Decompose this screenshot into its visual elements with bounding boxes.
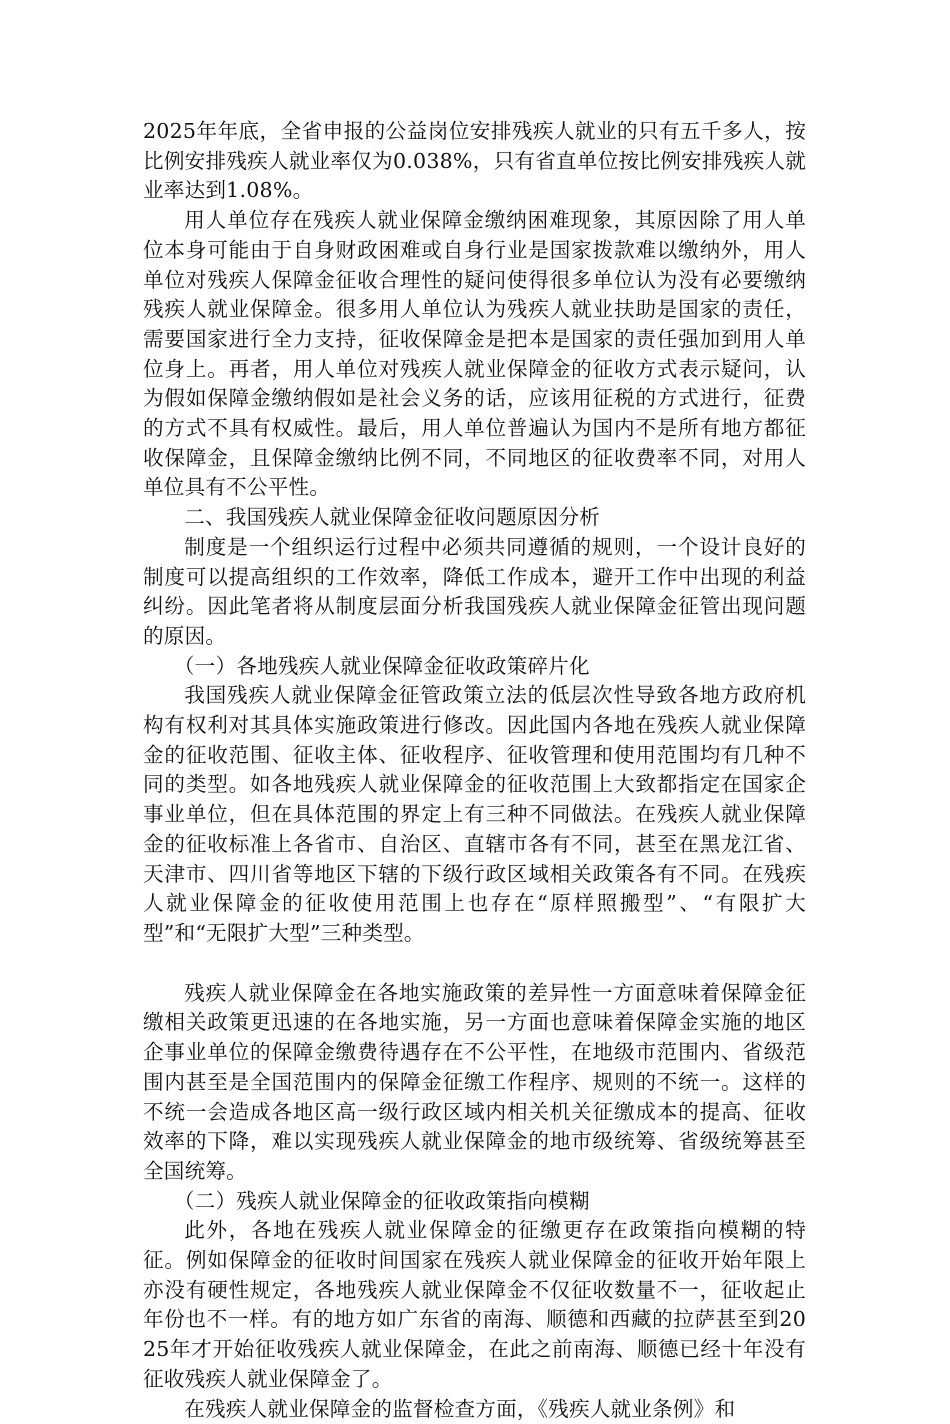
paragraph-payment-difficulty: 用人单位存在残疾人就业保障金缴纳困难现象，其原因除了用人单位本身可能由于自身财政困难或自身行业是国家拨款难以缴纳外，用人单位对残疾人保障金征收合理性的疑问使得很多单位认为没有必要缴纳残疾人就业保障金。很多用人单位认为残疾人就业扶助是国家的责任，需要国家进行全力支持，征收保障金是把本是国家的责任强加到用人单位身上。再者，用人单位对残疾人就业保障金的征收方式表示疑问，认为假如保障金缴纳假如是社会义务的话，应该用征税的方式进行，征费的方式不具有权威性。最后，用人单位普遍认为国内不是所有地方都征收保障金，且保障金缴纳比例不同，不同地区的征收费率不同，对用人单位具有不公平性。 — [143, 208, 806, 500]
paragraph-regional-differences: 残疾人就业保障金在各地实施政策的差异性一方面意味着保障金征缴相关政策更迅速的在各地实施，另一方面也意味着保障金实施的地区企事业单位的保障金缴费待遇存在不公平性，在地级市范围内、省级范围内甚至是全国范围内的保障金征缴工作程序、规则的不统一。这样的不统一会造成各地区高一级行政区域内相关机关征缴成本的提高、征收效率的下降，难以实现残疾人就业保障金的地市级统筹、省级统筹甚至全国统筹。 — [143, 980, 806, 1183]
paragraph-fragmentation: 我国残疾人就业保障金征管政策立法的低层次性导致各地方政府机构有权利对其具体实施政策进行修改。因此国内各地在残疾人就业保障金的征收范围、征收主体、征收程序、征收管理和使用范围均有几种不同的类型。如各地残疾人就业保障金的征收范围上大致都指定在国家企事业单位，但在具体范围的界定上有三种不同做法。在残疾人就业保障金的征收标准上各省市、自治区、直辖市各有不同，甚至在黑龙江省、天津市、四川省等地区下辖的下级行政区域相关政策各有不同。在残疾人就业保障金的征收使用范围上也存在“原样照搬型”、“有限扩大型”和“无限扩大型”三种类型。 — [143, 683, 806, 945]
paragraph-institution-intro: 制度是一个组织运行过程中必须共同遵循的规则，一个设计良好的制度可以提高组织的工作效率，降低工作成本，避开工作中出现的利益纠纷。因此笔者将从制度层面分析我国残疾人就业保障金征管出现问题的原因。 — [143, 534, 806, 648]
paragraph-vague-policy: 此外，各地在残疾人就业保障金的征缴更存在政策指向模糊的特征。例如保障金的征收时间国家在残疾人就业保障金的征收开始年限上亦没有硬性规定，各地残疾人就业保障金不仅征收数量不一，征收起止年份也不一样。有的地方如广东省的南海、顺德和西藏的拉萨甚至到2025年才开始征收残疾人就业保障金，在此之前南海、顺德已经十年没有征收残疾人就业保障金了。 — [143, 1218, 806, 1391]
section-heading-cause-analysis: 二、我国残疾人就业保障金征收问题原因分析 — [184, 505, 601, 530]
paragraph-supervision: 在残疾人就业保障金的监督检查方面，《残疾人就业条例》和 — [184, 1396, 736, 1421]
paragraph-employment-rate: 2025年年底，全省申报的公益岗位安排残疾人就业的只有五千多人，按比例安排残疾人就业率仅为0.038%，只有省直单位按比例安排残疾人就业率达到1.08%。 — [143, 119, 806, 203]
paragraph-gap — [143, 949, 806, 979]
subsection-heading-vague-policy: （二）残疾人就业保障金的征收政策指向模糊 — [173, 1188, 590, 1213]
document-body — [143, 117, 806, 1424]
subsection-heading-fragmentation: （一）各地残疾人就业保障金征收政策碎片化 — [173, 653, 590, 678]
